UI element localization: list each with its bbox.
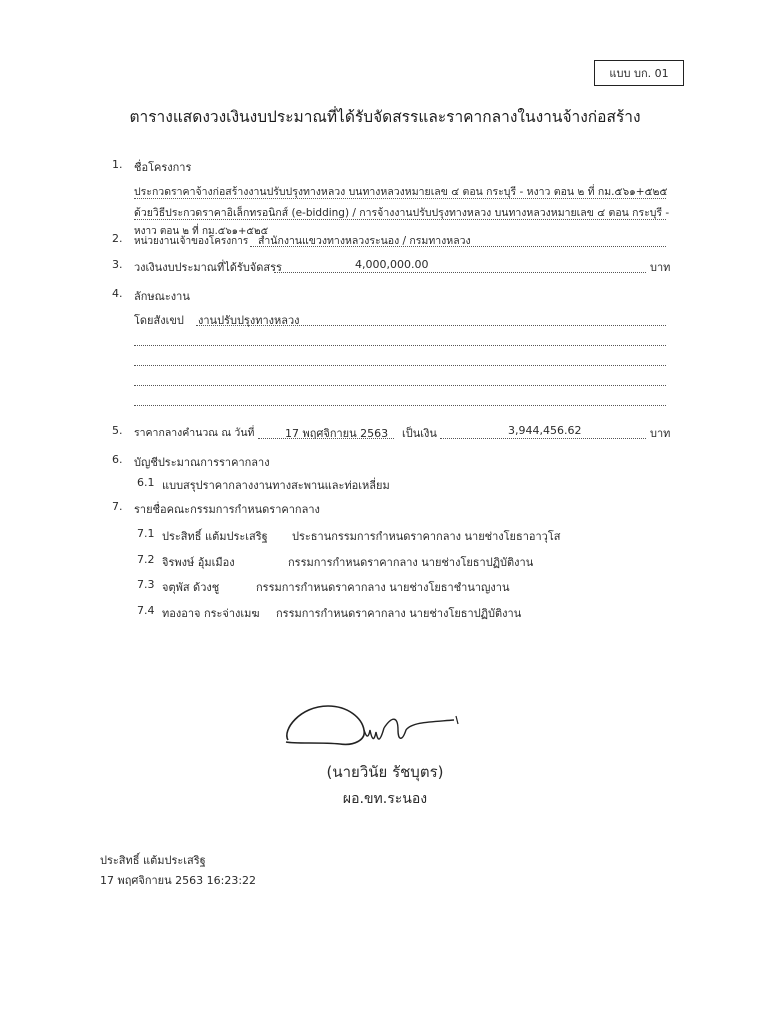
member-role: ประธานกรรมการกำหนดราคากลาง นายช่างโยธาอาวุโส [292, 530, 561, 543]
footer-user: ประสิทธิ์ แต้มประเสริฐ [100, 854, 206, 867]
dotted-line [134, 385, 666, 386]
item-6-1-number: 6.1 [137, 476, 155, 489]
work-type-value: งานปรับปรุงทางหลวง [198, 314, 300, 327]
dotted-line [134, 405, 666, 406]
member-name: จตุพัส ด้วงชู [162, 581, 220, 594]
signature-image [280, 700, 470, 756]
member-number: 7.3 [137, 578, 155, 591]
item-2-label: หน่วยงานเจ้าของโครงการ [134, 236, 249, 247]
member-role: กรรมการกำหนดราคากลาง นายช่างโยธาชำนาญงาน [256, 581, 510, 594]
item-1-number: 1. [112, 158, 123, 171]
form-code: แบบ บก. 01 [609, 67, 669, 80]
item-3-number: 3. [112, 258, 123, 271]
dotted-line [274, 272, 646, 273]
footer-timestamp: 17 พฤศจิกายน 2563 16:23:22 [100, 874, 257, 887]
dotted-line [196, 325, 666, 326]
item-1-label: ชื่อโครงการ [134, 161, 192, 174]
item-4-label: ลักษณะงาน [134, 290, 190, 303]
dotted-line [250, 246, 666, 247]
project-name-line-2: ด้วยวิธีประกวดราคาอิเล็กทรอนิกส์ (e-bidding) / การจ้างงานปรับปรุงทางหลวง บนทางหลวงหมายเลข ๔ ตอน กระบุรี - [134, 207, 670, 219]
dotted-line [134, 219, 666, 220]
signer-position: ผอ.ขท.ระนอง [342, 791, 428, 807]
agency-value: สำนักงานแขวงทางหลวงระนอง / กรมทางหลวง [258, 235, 471, 247]
member-number: 7.4 [137, 604, 155, 617]
member-role: กรรมการกำหนดราคากลาง นายช่างโยธาปฏิบัติงาน [276, 607, 522, 620]
item-6-1-text: แบบสรุปราคากลางงานทางสะพานและท่อเหลี่ยม [162, 479, 390, 492]
amount-label: เป็นเงิน [402, 427, 437, 440]
item-5-number: 5. [112, 424, 123, 437]
project-name-line-1: ประกวดราคาจ้างก่อสร้างงานปรับปรุงทางหลวง บนทางหลวงหมายเลข ๔ ตอน กระบุรี - หงาว ตอน ๒ ที่ กม.๕๖๑+๕๒๕ [134, 186, 668, 198]
member-number: 7.1 [137, 527, 155, 540]
item-4-number: 4. [112, 287, 123, 300]
dotted-line [134, 198, 666, 199]
member-name: ประสิทธิ์ แต้มประเสริฐ [162, 530, 268, 543]
page-title: ตารางแสดงวงเงินงบประมาณที่ได้รับจัดสรรและราคากลางในงานจ้างก่อสร้าง [129, 108, 641, 126]
median-price-unit: บาท [650, 427, 671, 440]
dotted-line [258, 438, 394, 439]
member-name: ทองอาจ กระจ่างเมฆ [162, 607, 260, 620]
item-7-label: รายชื่อคณะกรรมการกำหนดราคากลาง [134, 503, 320, 516]
dotted-line [440, 438, 646, 439]
item-7-number: 7. [112, 500, 123, 513]
item-6-number: 6. [112, 453, 123, 466]
member-name: จิรพงษ์ อุ้มเมือง [162, 556, 235, 569]
dotted-line [134, 365, 666, 366]
item-2-number: 2. [112, 232, 123, 245]
median-price-value: 3,944,456.62 [508, 424, 582, 437]
item-3-label: วงเงินงบประมาณที่ได้รับจัดสรร [134, 261, 282, 274]
form-code-box [594, 60, 684, 86]
item-6-label: บัญชีประมาณการราคากลาง [134, 456, 270, 469]
dotted-line [134, 345, 666, 346]
price-date: 17 พฤศจิกายน 2563 [285, 427, 389, 440]
project-name-line-3: หงาว ตอน ๒ ที่ กม.๕๖๑+๕๒๕ [134, 226, 269, 237]
signer-name: (นายวินัย รัชบุตร) [326, 763, 444, 781]
budget-unit: บาท [650, 261, 671, 274]
budget-value: 4,000,000.00 [355, 258, 429, 271]
item-5-label: ราคากลางคำนวณ ณ วันที่ [134, 427, 255, 439]
item-4-sub-label: โดยสังเขป [134, 314, 184, 327]
member-role: กรรมการกำหนดราคากลาง นายช่างโยธาปฏิบัติงาน [288, 556, 534, 569]
member-number: 7.2 [137, 553, 155, 566]
